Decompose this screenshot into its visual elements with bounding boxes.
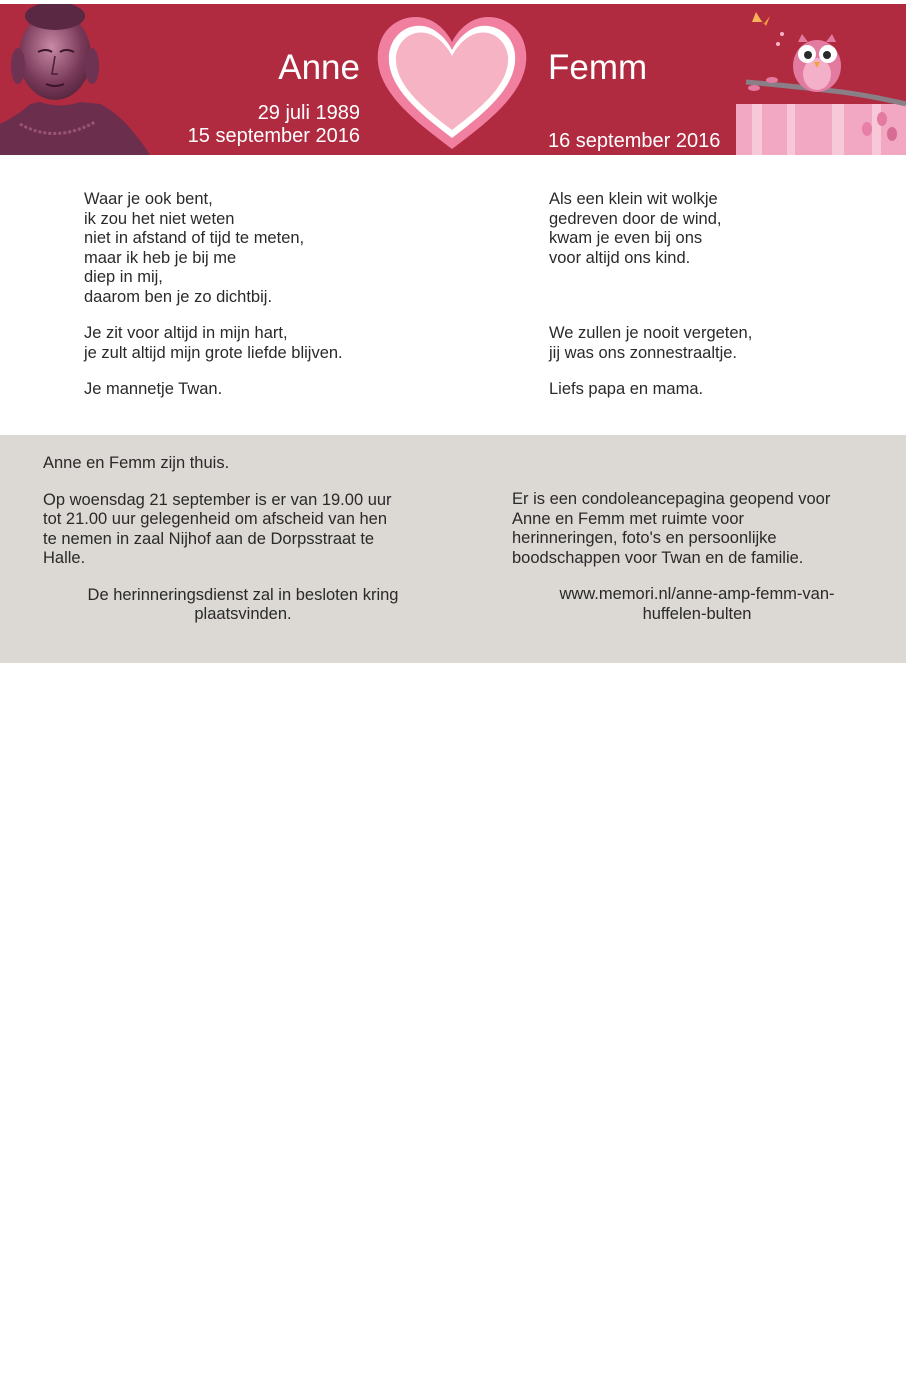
memorial-url: huffelen-bulten (642, 604, 752, 623)
poem-line: maar ik heb je bij me (84, 248, 237, 267)
poem-left (84, 190, 464, 400)
poem-line: daarom ben je zo dichtbij. (84, 287, 273, 306)
info-line: De herinneringsdienst zal in besloten kring (87, 585, 399, 604)
poem-right (549, 190, 869, 400)
poem-line: kwam je even bij ons (549, 229, 703, 247)
info-line: te nemen in zaal Nijhof aan de Dorpsstraat te (43, 529, 375, 548)
poem-line: je zult altijd mijn grote liefde blijven. (84, 343, 343, 362)
info-line: tot 21.00 uur gelegenheid om afscheid van hen (43, 510, 388, 528)
info-left (43, 454, 443, 625)
anne-death-date: 15 september 2016 (187, 125, 360, 147)
poem-line: ik zou het niet weten (84, 209, 235, 228)
header-band (0, 4, 906, 155)
poem-signature: Je mannetje Twan. (84, 380, 223, 398)
info-right (512, 490, 882, 624)
poem-line: jij was ons zonnestraaltje. (549, 343, 738, 362)
buddha-image (0, 4, 150, 155)
poem-line: Je zit voor altijd in mijn hart, (84, 324, 288, 342)
info-line: boodschappen voor Twan en de familie. (512, 548, 804, 567)
info-line: herinneringen, foto's en persoonlijke (512, 529, 777, 547)
info-line: plaatsvinden. (194, 605, 292, 623)
info-line: Op woensdag 21 september is er van 19.00 uur (43, 490, 392, 509)
info-line: Er is een condoleancepagina geopend voor (512, 490, 831, 508)
name-anne: Anne (278, 48, 360, 87)
info-home-line: Anne en Femm zijn thuis. (43, 454, 230, 472)
info-line: Halle. (43, 549, 86, 567)
anne-birth-date: 29 juli 1989 (257, 102, 360, 124)
owl-on-branch-image (732, 4, 906, 155)
poem-line: voor altijd ons kind. (549, 248, 691, 267)
poem-line: Als een klein wit wolkje (549, 190, 718, 208)
poem-line: diep in mij, (84, 268, 163, 286)
poem-line: gedreven door de wind, (549, 209, 722, 228)
poem-line: niet in afstand of tijd te meten, (84, 229, 305, 247)
poem-line: We zullen je nooit vergeten, (549, 324, 753, 342)
info-section (0, 435, 906, 663)
femm-date: 16 september 2016 (548, 130, 721, 152)
poem-line: Waar je ook bent, (84, 190, 213, 208)
poem-signature: Liefs papa en mama. (549, 380, 704, 398)
name-femm: Femm (548, 48, 648, 87)
info-line: Anne en Femm met ruimte voor (512, 509, 744, 528)
heart-icon (372, 4, 532, 155)
memorial-url: www.memori.nl/anne-amp-femm-van- (559, 585, 835, 603)
